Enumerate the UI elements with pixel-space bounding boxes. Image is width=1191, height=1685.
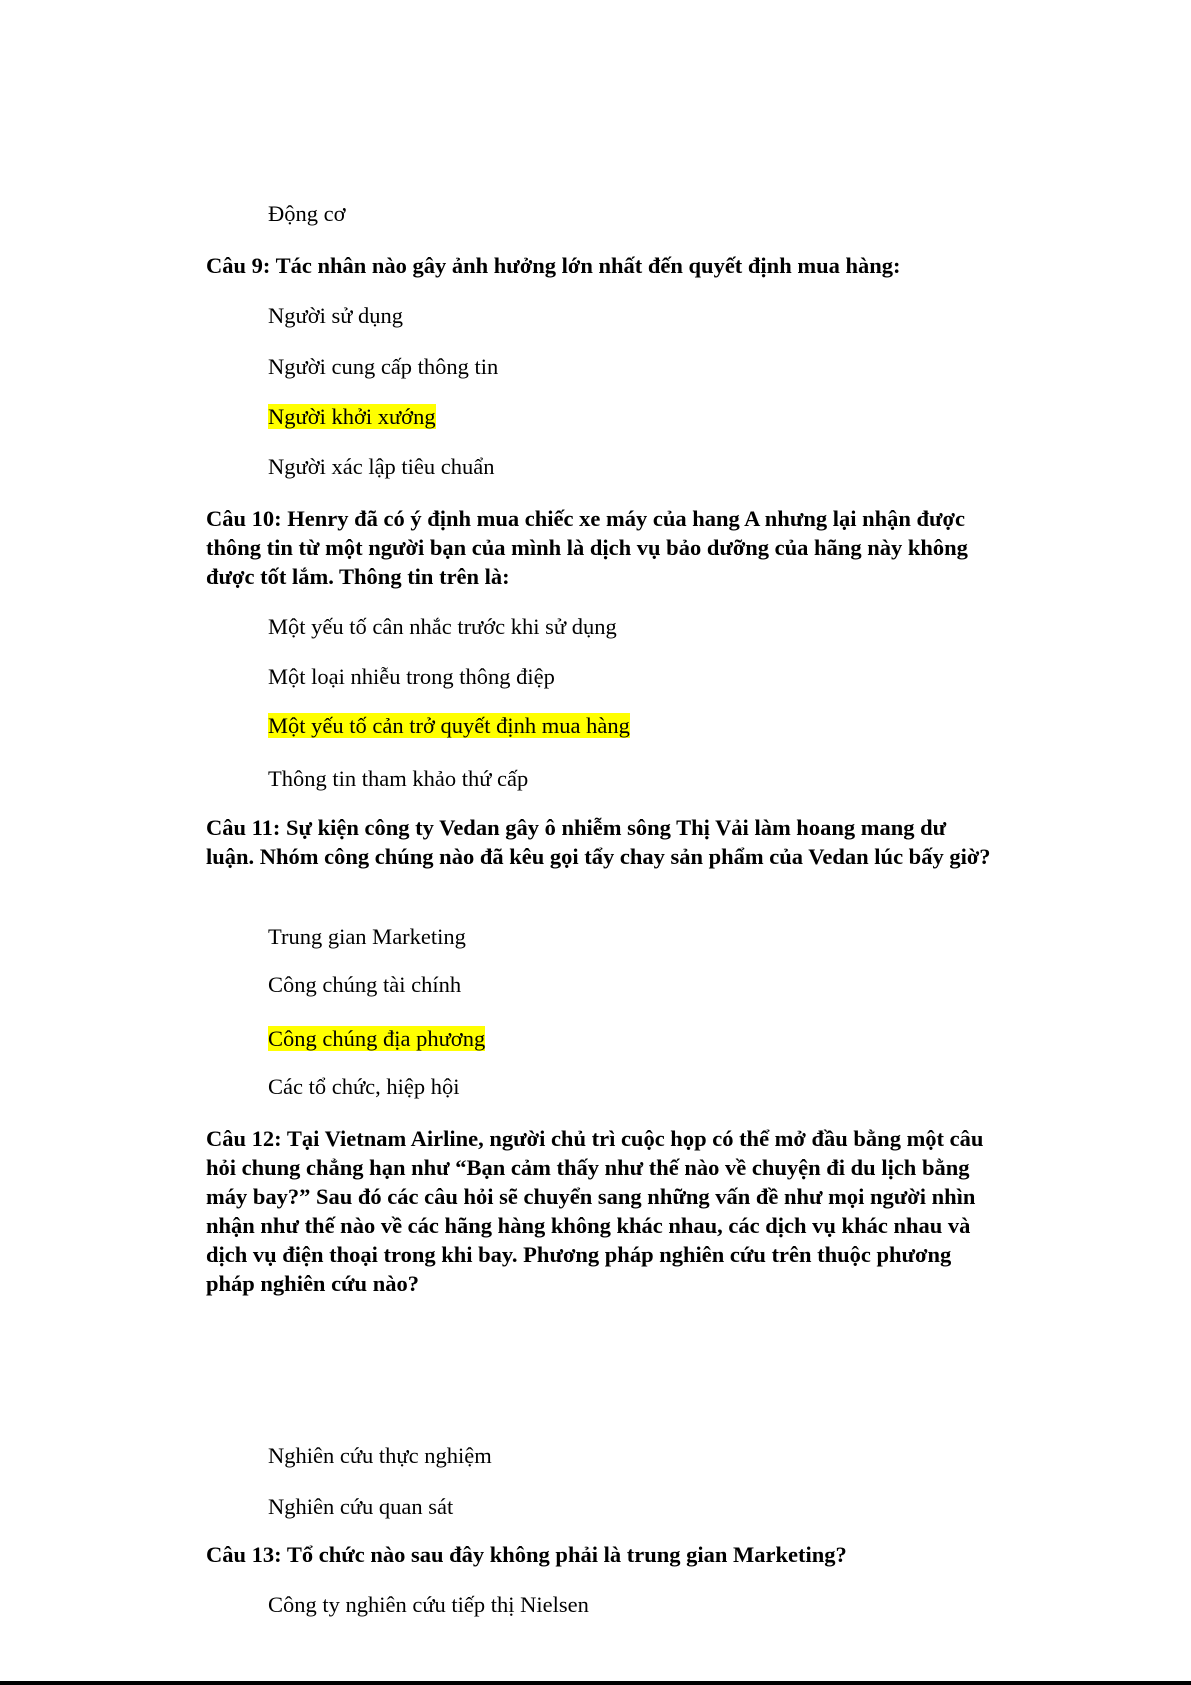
answer-option: Nghiên cứu thực nghiệm [268,1443,492,1468]
answer-option: Nghiên cứu quan sát [268,1494,454,1519]
answer-option-highlighted [268,1024,485,1054]
question-10: Câu 10: Henry đã có ý định mua chiếc xe máy của hang A nhưng lại nhận được thông tin từ một người bạn của mình là dịch vụ bảo dưỡng của hãng này không được tốt lắm. Thông tin trên là: [206,506,968,589]
answer-option-highlighted [268,402,436,432]
question-13: Câu 13: Tổ chức nào sau đây không phải là trung gian Marketing? [206,1542,847,1567]
question-9: Câu 9: Tác nhân nào gây ảnh hưởng lớn nhất đến quyết định mua hàng: [206,253,901,278]
answer-option: Các tổ chức, hiệp hội [268,1074,460,1099]
answer-option: Một loại nhiễu trong thông điệp [268,664,555,689]
answer-option-cut-off [268,1590,589,1617]
answer-option: Thông tin tham khảo thứ cấp [268,766,529,791]
answer-option: Công chúng tài chính [268,972,462,997]
question-12: Câu 12: Tại Vietnam Airline, người chủ trì cuộc họp có thể mở đầu bằng một câu hỏi chung chẳng hạn như “Bạn cảm thấy như thế nào về chuyện đi du lịch bằng máy bay?” Sau đó các câu hỏi sẽ chuyển sang những vấn đề như mọi người nhìn nhận như thế nào về các hãng hàng không khác nhau, các dịch vụ khác nhau và dịch vụ điện thoại trong khi bay. Phương pháp nghiên cứu trên thuộc phương pháp nghiên cứu nào? [206,1126,984,1296]
page-bottom-edge [0,1681,1191,1685]
answer-option: Người xác lập tiêu chuẩn [268,454,495,479]
answer-option: Động cơ [268,201,346,226]
answer-option: Người sử dụng [268,303,404,328]
highlighted-answer: Người khởi xướng [268,404,436,429]
highlighted-answer: Công chúng địa phương [268,1026,486,1051]
partial-answer-text: Công ty nghiên cứu tiếp thị Nielsen [268,1592,589,1617]
question-11: Câu 11: Sự kiện công ty Vedan gây ô nhiễm sông Thị Vải làm hoang mang dư luận. Nhóm công chúng nào đã kêu gọi tẩy chay sản phẩm của Vedan lúc bấy giờ? [206,815,991,869]
answer-option: Người cung cấp thông tin [268,354,499,379]
highlighted-answer: Một yếu tố cản trở quyết định mua hàng [268,713,630,738]
answer-option: Trung gian Marketing [268,924,466,949]
answer-option: Một yếu tố cân nhắc trước khi sử dụng [268,614,617,639]
answer-option-highlighted [268,711,630,741]
